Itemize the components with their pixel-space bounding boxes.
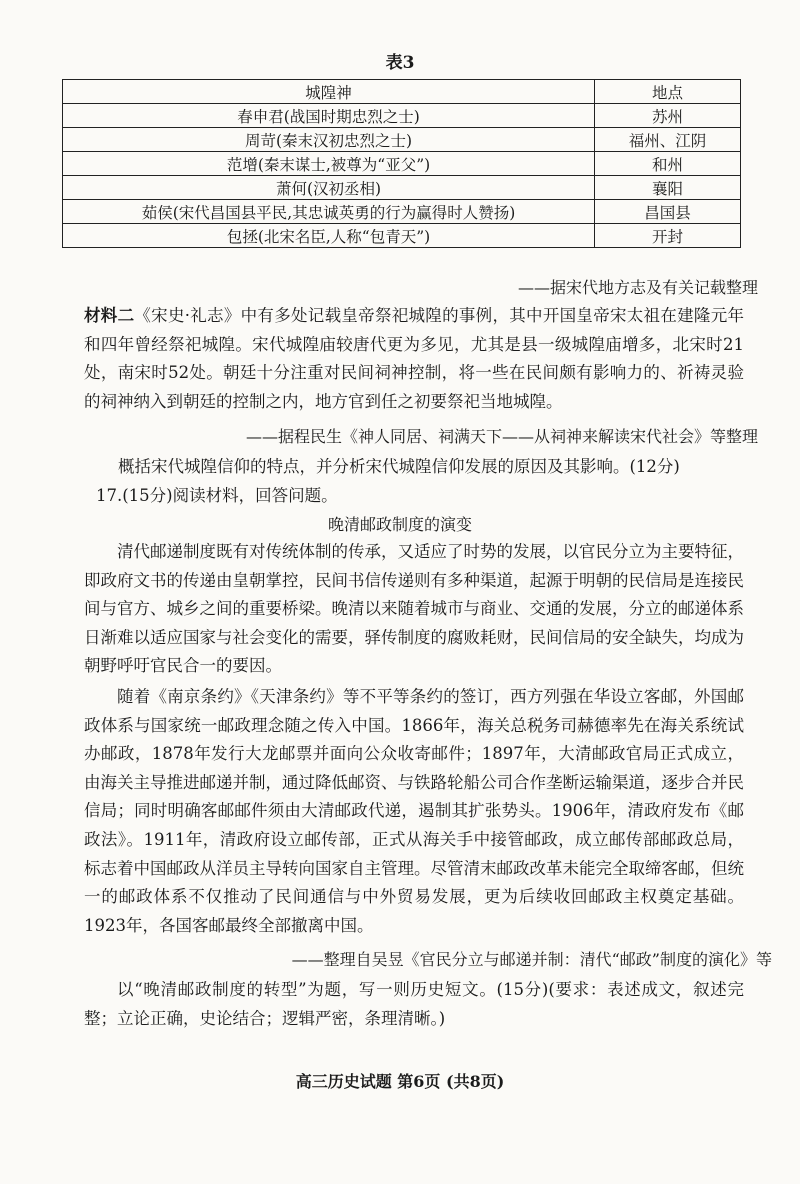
table-row	[63, 128, 741, 152]
passage-source-note: ——整理自吴昱《官民分立与邮递并制：清代“邮政”制度的演化》等	[291, 950, 772, 969]
material-two-paragraph	[84, 302, 744, 416]
city-god-table	[62, 79, 741, 248]
material-two-text: 《宋史·礼志》中有多处记载皇帝祭祀城隍的事例，其中开国皇帝宋太祖在建隆元年和四年曾经祭祀城隍。宋代城隍庙较唐代更为多见，尤其是县一级城隍庙增多，北宋时21处，南宋时52处。朝廷十分注重对民间祠神控制，将一些在民间颇有影响力的、祈祷灵验的祠神纳入到朝廷的控制之内，地方官到任之初要祭祀当地城隍。	[84, 306, 745, 411]
material-two-source-note: ——据程民生《神人同居、祠满天下——从祠神来解读宋代社会》等整理	[245, 427, 758, 446]
city-god-cell: 范增(秦末谋士,被尊为“亚父”)	[63, 152, 595, 176]
table-row	[63, 104, 741, 128]
location-cell: 福州、江阴	[595, 128, 741, 152]
location-cell: 开封	[595, 224, 741, 248]
location-cell: 昌国县	[595, 200, 741, 224]
question-16-task: 概括宋代城隍信仰的特点，并分析宋代城隍信仰发展的原因及其影响。(12分)	[118, 457, 680, 476]
question-17-heading: 17.(15分)阅读材料，回答问题。	[96, 486, 338, 505]
page-footer: 高三历史试题 第6页 (共8页)	[295, 1072, 505, 1091]
table-row	[63, 200, 741, 224]
table-row	[63, 152, 741, 176]
location-cell: 和州	[595, 152, 741, 176]
table-row	[63, 176, 741, 200]
table-row	[63, 224, 741, 248]
header-city-god: 城隍神	[63, 80, 595, 104]
passage-paragraph-1: 清代邮递制度既有对传统体制的传承，又适应了时势的发展，以官民分立为主要特征，即政府文书的传递由皇朝掌控，民间书信传递则有多种渠道，起源于明朝的民信局是连接民间与官方、城乡之间的重要桥梁。晚清以来随着城市与商业、交通的发展，分立的邮递体系日渐难以适应国家与社会变化的需要，驿传制度的腐败耗财，民间信局的安全缺失，均成为朝野呼吁官民合一的要因。	[84, 542, 744, 676]
table-source-note: ——据宋代地方志及有关记载整理	[517, 278, 758, 297]
header-location: 地点	[595, 80, 741, 104]
location-cell: 苏州	[595, 104, 741, 128]
passage-title: 晚清邮政制度的演变	[327, 515, 472, 534]
passage-paragraph-2: 随着《南京条约》《天津条约》等不平等条约的签订，西方列强在华设立客邮，外国邮政体系与国家统一邮政理念随之传入中国。1866年，海关总税务司赫德率先在海关系统试办邮政，1878年发行大龙邮票并面向公众收寄邮件；1897年，大清邮政官局正式成立，由海关主导推进邮递并制，通过降低邮资、与铁路轮船公司合作垄断运输渠道，逐步合并民信局；同时明确客邮邮件须由大清邮政代递，遏制其扩张势头。1906年，清政府发布《邮政法》。1911年，清政府设立邮传部，正式从海关手中接管邮政，成立邮传部邮政总局，标志着中国邮政从洋员主导转向国家自主管理。尽管清末邮政改革未能完全取缔客邮，但统一的邮政体系不仅推动了民间通信与中外贸易发展，更为后续收回邮政主权奠定基础。1923年，各国客邮最终全部撤离中国。	[84, 687, 744, 935]
city-god-cell: 周苛(秦末汉初忠烈之士)	[63, 128, 595, 152]
location-cell: 襄阳	[595, 176, 741, 200]
city-god-cell: 春申君(战国时期忠烈之士)	[63, 104, 595, 128]
table-header-row	[63, 80, 741, 104]
city-god-cell: 萧何(汉初丞相)	[63, 176, 595, 200]
city-god-cell: 茹侯(宋代昌国县平民,其忠诚英勇的行为赢得时人赞扬)	[63, 200, 595, 224]
city-god-cell: 包拯(北宋名臣,人称“包青天”)	[63, 224, 595, 248]
table-title: 表3	[385, 53, 415, 73]
question-17-task: 以“晚清邮政制度的转型”为题，写一则历史短文。(15分)(要求：表述成文，叙述完整；立论正确，史论结合；逻辑严密，条理清晰。)	[84, 980, 744, 1028]
material-two-label: 材料二	[84, 306, 135, 325]
